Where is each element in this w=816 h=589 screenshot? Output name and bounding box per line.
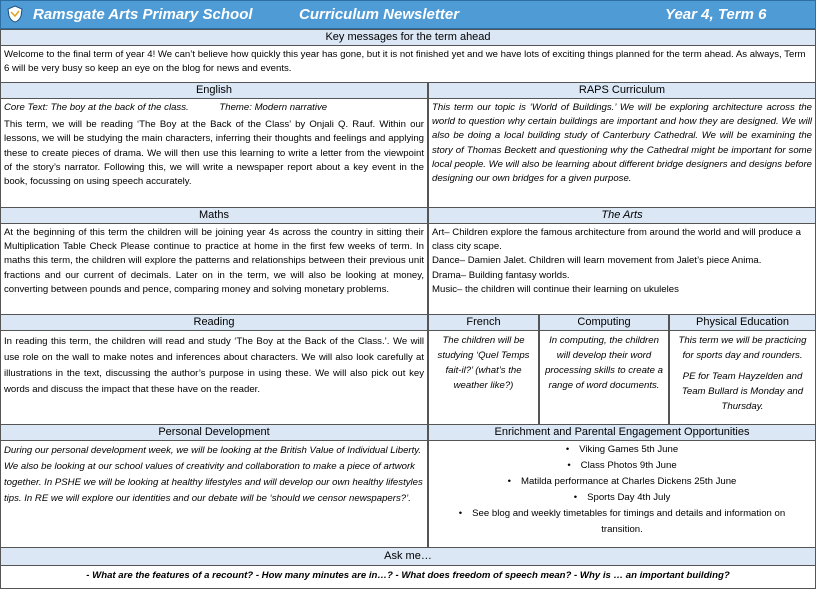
maths-text: At the beginning of this term the children will be joining year 4s across the country in sitting their Multiplication Table Check Please continue to practice at home in the first few weeks of term. In maths this term, the children will explore the patterns and relationships between their previous unit fractions and our current of decimals. Later on in the term, we will also be looking at money, converting between pounds and pence, comparing money and solving monetary problems. [4, 227, 424, 295]
english-heading: English [1, 83, 427, 99]
english-core-text-line [4, 101, 424, 115]
key-messages-text: Welcome to the final term of year 4! We can’t believe how quickly this year has gone, but it is not finished yet and we have lots of exciting things planned for the term ahead. As always, Term 6 will be very busy so keep an eye on the blog for news and events. [4, 49, 806, 74]
ask-me-questions: - What are the features of a recount? - How many minutes are in…? - What does freedom of speech mean? - Why is … an important building? [86, 570, 730, 581]
key-messages-section [0, 29, 816, 83]
arts-body [429, 224, 815, 299]
arts-drama-line: Drama– Building fantasy worlds. [432, 269, 570, 281]
french-heading: French [429, 315, 538, 331]
banner [0, 0, 816, 29]
arts-art-line: Art– Children explore the famous architecture from around the world and will produce a class city scape. [432, 227, 802, 253]
content-grid [0, 29, 816, 589]
enrichment-item: • Sports Day 4th July [432, 490, 812, 506]
english-theme: Theme: Modern narrative [219, 102, 328, 113]
english-body [1, 99, 427, 191]
french-section [428, 315, 539, 425]
ask-me-heading: Ask me… [1, 548, 815, 566]
arts-dance-line: Dance– Damien Jalet. Children will learn movement from Jalet’s piece Anima. [432, 255, 762, 267]
enrichment-item: • See blog and weekly timetables for timings and details and information on transition. [432, 506, 812, 538]
enrichment-item: • Viking Games 5th June [432, 442, 812, 458]
english-text: This term, we will be reading ‘The Boy at the Back of the Class’ by Onjali Q. Rauf. Within our lessons, we will be studying the main characters, inferring their thoughts and feelings and applying these to create pieces of drama. We will then use this learning to write a letter from the viewpoint of the story’s narrator. Following this, we will write a newspaper report about a key event in the book, focussing on using speech accurately. [4, 119, 424, 188]
school-name: Ramsgate Arts Primary School [33, 6, 253, 23]
french-text: The children will be studying ‘Quel Temps fait-il?’ (what’s the weather like?) [437, 335, 530, 391]
english-section [0, 83, 428, 208]
pe-practice-text: This term we will be practicing for sports day and rounders. [678, 335, 807, 361]
raps-text: This term our topic is ‘World of Buildings.’ We will be exploring architecture across the world to question why certain buildings are important and how they are designed. We will also be doing a local building study of Canterbury Cathedral. We will be examining the story of Thomas Beckett and questioning why the Cathedral might be important for some local people. We will also be learning about different bridge designers and designs before designing our own bridges for a given purpose. [432, 102, 812, 185]
personal-development-section [0, 425, 428, 548]
personal-development-heading: Personal Development [1, 425, 427, 441]
reading-text: In reading this term, the children will read and study ‘The Boy at the Back of the Class.’. We will use role on the wall to make notes and inferences about characters. We will also look carefully at illustrations in the text, discussing the author’s purpose in using these. We will also pick out key words and discuss the impact that these have on the reader. [4, 336, 424, 395]
maths-heading: Maths [1, 208, 427, 224]
computing-heading: Computing [540, 315, 668, 331]
enrichment-section [428, 425, 816, 548]
pe-section [669, 315, 816, 425]
raps-section [428, 83, 816, 208]
computing-text: In computing, the children will develop their word processing skills to create a range of word documents. [545, 335, 663, 391]
arts-heading: The Arts [429, 208, 815, 224]
arts-music-line: Music– the children will continue their learning on ukuleles [432, 283, 679, 295]
personal-development-text: During our personal development week, we will be looking at the British Value of Individual Liberty. We also be looking at our school values of creativity and collaboration to make a piece of artwork together. In PSHE we will be looking at healthy lifestyles and will develop our own healthy lifestyles tips. In RE we will explore our identities and our debate will be ‘should we censor newspapers?’. [4, 445, 423, 504]
enrichment-item: • Matilda performance at Charles Dickens 25th June [432, 474, 812, 490]
computing-section [539, 315, 669, 425]
school-crest-icon [5, 4, 25, 24]
term-label: Year 4, Term 6 [665, 6, 767, 23]
maths-section [0, 208, 428, 315]
reading-heading: Reading [1, 315, 427, 331]
reading-section [0, 315, 428, 425]
pe-days-text: PE for Team Hayzelden and Team Bullard is Monday and Thursday. [681, 371, 804, 412]
english-core-text: Core Text: The boy at the back of the class. [4, 102, 189, 113]
newsletter-title: Curriculum Newsletter [299, 6, 460, 23]
raps-heading: RAPS Curriculum [429, 83, 815, 99]
pe-body [670, 331, 815, 416]
key-messages-heading: Key messages for the term ahead [1, 30, 815, 46]
ask-me-section [0, 548, 816, 589]
enrichment-item: • Class Photos 9th June [432, 458, 812, 474]
arts-section [428, 208, 816, 315]
enrichment-heading: Enrichment and Parental Engagement Opportunities [429, 425, 815, 441]
pe-heading: Physical Education [670, 315, 815, 331]
enrichment-list [429, 441, 815, 540]
